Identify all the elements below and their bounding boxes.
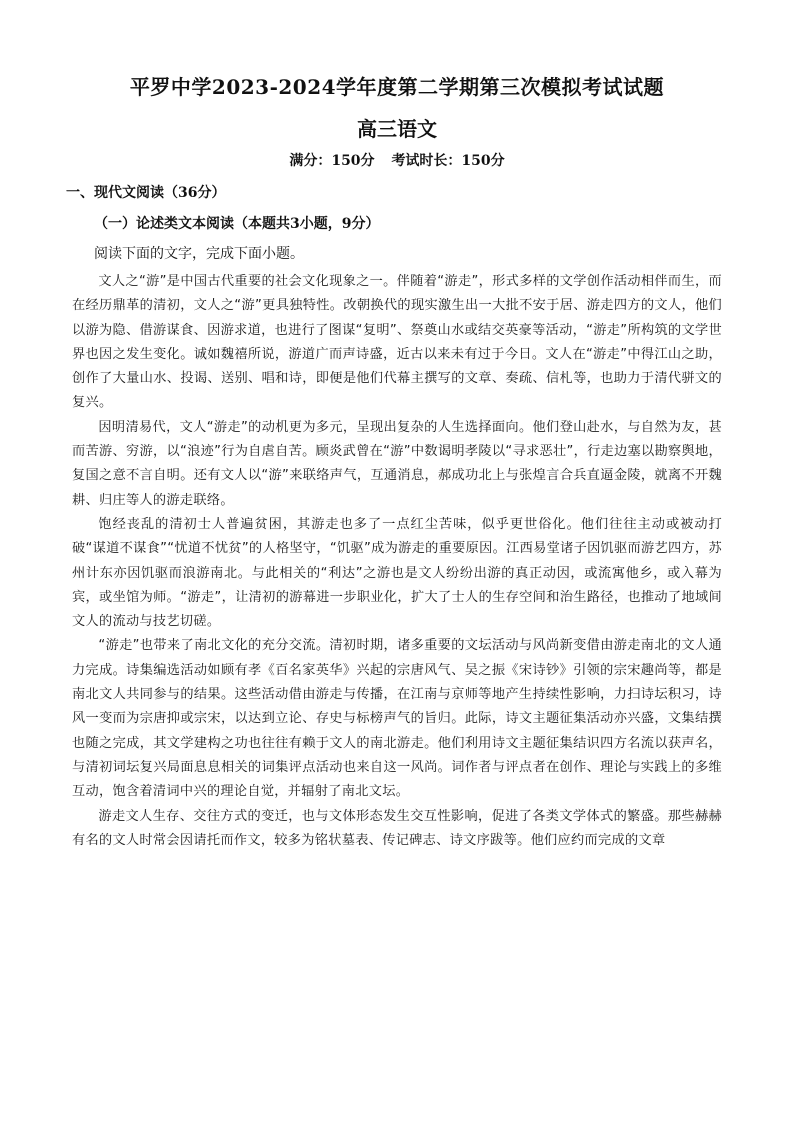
full-score: 满分：150分 — [289, 153, 375, 169]
passage-paragraph: 游走文人生存、交往方式的变迁，也与文体形态发生交互性影响，促进了各类文学体式的繁盛。那些赫赫有名的文人时常会因请托而作文，较多为铭状墓表、传记碑志、诗文序跋等。他们应约而完成的文章 — [72, 808, 722, 848]
subject-title: 高三语文 — [357, 117, 437, 141]
reading-passage — [72, 270, 722, 853]
exam-title: 平罗中学2023-2024学年度第二学期第三次模拟考试试题 — [129, 75, 665, 99]
subsection-heading: （一）论述类文本阅读（本题共3小题，9分） — [94, 216, 380, 232]
exam-meta — [0, 150, 794, 170]
passage-paragraph: “游走”也带来了南北文化的充分交流。清初时期，诸多重要的文坛活动与风尚新变借由游走南北的文人通力完成。诗集编选活动如顾有孝《百名家英华》兴起的宗唐风气、吴之振《宋诗钞》引领的宗宋趣尚等，都是南北文人共同参与的结果。这些活动借由游走与传播，在江南与京师等地产生持续性影响，力扫诗坛积习，诗风一变而为宗唐抑或宗宋，以达到立论、存史与标榜声气的旨归。此际，诗文主题征集活动亦兴盛，文集结撰也随之完成，其文学建构之功也往往有赖于文人的南北游走。他们利用诗文主题征集结识四方名流以获声名，与清初词坛复兴局面息息相关的词集评点活动也来自这一风尚。词作者与评点者在创作、理论与实践上的多维互动，饱含着清词中兴的理论自觉，并辐射了南北文坛。 — [72, 638, 722, 800]
reading-instruction: 阅读下面的文字，完成下面小题。 — [94, 246, 304, 262]
exam-duration: 考试时长：150分 — [391, 153, 505, 169]
section-heading: 一、现代文阅读（36分） — [66, 185, 226, 201]
passage-paragraph: 文人之“游”是中国古代重要的社会文化现象之一。伴随着“游走”，形式多样的文学创作活动相伴而生，而在经历鼎革的清初，文人之“游”更具独特性。改朝换代的现实激生出一大批不安于居、游走四方的文人，他们以游为隐、借游谋食、因游求道，也进行了图谋“复明”、祭奠山水或结交英豪等活动，“游走”所构筑的文学世界也因之发生变化。诚如魏禧所说，游道广而声诗盛，近古以来未有过于今日。文人在“游走”中得江山之助，创作了大量山水、投谒、送别、唱和诗，即便是他们代幕主撰写的文章、奏疏、信札等，也助力于清代骈文的复兴。 — [72, 274, 722, 411]
passage-paragraph: 因明清易代，文人“游走”的动机更为多元，呈现出复杂的人生选择面向。他们登山赴水，与自然为友，甚而苦游、穷游，以“浪迹”行为自虐自苦。顾炎武曾在“游”中数谒明孝陵以“寻求恶壮”，行走边塞以勘察舆地，复国之意不言自明。还有文人以“游”来联络声气，互通消息，郝成功北上与张煌言合兵直逼金陵，就离不开魏耕、归庄等人的游走联络。 — [72, 419, 722, 508]
passage-paragraph: 饱经丧乱的清初士人普遍贫困，其游走也多了一点红尘苦味，似乎更世俗化。他们往往主动或被动打破“谋道不谋食”“忧道不忧贫”的人格坚守，“饥驱”成为游走的重要原因。江西易堂诸子因饥驱而游艺四方，苏州计东亦因饥驱而浪游南北。与此相关的“利达”之游也是文人纷纷出游的真正动因，或流寓他乡，或入幕为宾，或坐馆为师。“游走”，让清初的游幕进一步职业化，扩大了士人的生存空间和治生路径，也推动了地域间文人的流动与技艺切磋。 — [72, 516, 722, 630]
